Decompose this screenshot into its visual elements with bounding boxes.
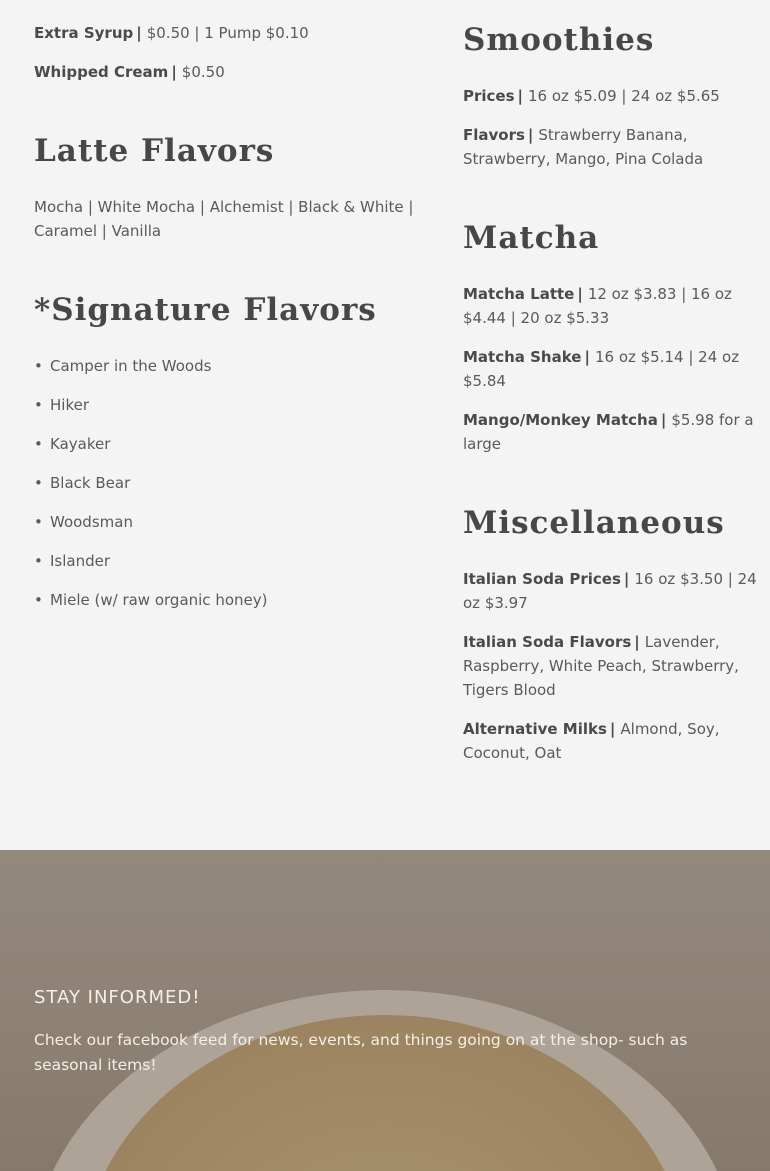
list-item: • Hiker bbox=[34, 396, 89, 414]
whipped-cream-label: Whipped Cream bbox=[34, 63, 169, 81]
signature-item-label: Black Bear bbox=[50, 474, 131, 492]
signature-flavors-title: *Signature Flavors bbox=[34, 292, 377, 328]
list-item: • Miele (w/ raw organic honey) bbox=[34, 591, 268, 609]
whipped-cream-line: Whipped Cream | $0.50 bbox=[34, 63, 225, 81]
smoothie-prices-line: Prices | 16 oz $5.09 | 24 oz $5.65 bbox=[463, 87, 720, 105]
latte-flavors-title: Latte Flavors bbox=[34, 133, 275, 169]
newsletter-footer bbox=[0, 850, 770, 1171]
soda-prices-line2: oz $3.97 bbox=[463, 594, 528, 612]
matcha-shake-line2: $5.84 bbox=[463, 372, 506, 390]
extra-syrup-label: Extra Syrup bbox=[34, 24, 134, 42]
smoothies-title: Smoothies bbox=[463, 22, 655, 58]
signature-item-label: Miele (w/ raw organic honey) bbox=[50, 591, 268, 609]
smoothie-flavors-value: Strawberry Banana, bbox=[538, 126, 688, 144]
matcha-title: Matcha bbox=[463, 220, 600, 256]
alt-milks-label: Alternative Milks bbox=[463, 720, 607, 738]
signature-item-label: Hiker bbox=[50, 396, 89, 414]
signature-item-label: Kayaker bbox=[50, 435, 111, 453]
soda-flavors-label: Italian Soda Flavors bbox=[463, 633, 632, 651]
smoothie-flavors-line2: Strawberry, Mango, Pina Colada bbox=[463, 150, 704, 168]
list-item: • Black Bear bbox=[34, 474, 131, 492]
signature-item-label: Camper in the Woods bbox=[50, 357, 212, 375]
footer-overlay bbox=[0, 850, 770, 1171]
misc-title: Miscellaneous bbox=[463, 505, 725, 541]
soda-flavors-line1: Italian Soda Flavors | Lavender, bbox=[463, 633, 720, 651]
footer-heading: STAY INFORMED! bbox=[34, 987, 201, 1008]
smoothie-prices-label: Prices bbox=[463, 87, 515, 105]
alt-milks-line1: Alternative Milks | Almond, Soy, bbox=[463, 720, 720, 738]
latte-flavors-line1: Mocha | White Mocha | Alchemist | Black & White | bbox=[34, 198, 414, 216]
list-item: • Kayaker bbox=[34, 435, 111, 453]
soda-prices-line1: Italian Soda Prices | 16 oz $3.50 | 24 bbox=[463, 570, 757, 588]
matcha-latte-value: 12 oz $3.83 | 16 oz bbox=[587, 285, 732, 303]
signature-item-label: Islander bbox=[50, 552, 111, 570]
alt-milks-value: Almond, Soy, bbox=[620, 720, 720, 738]
list-item: • Islander bbox=[34, 552, 111, 570]
extra-syrup-line: Extra Syrup | $0.50 | 1 Pump $0.10 bbox=[34, 24, 309, 42]
extra-syrup-value: $0.50 | 1 Pump $0.10 bbox=[146, 24, 309, 42]
list-item: • Camper in the Woods bbox=[34, 357, 212, 375]
matcha-latte-line1: Matcha Latte | 12 oz $3.83 | 16 oz bbox=[463, 285, 732, 303]
smoothie-prices-value: 16 oz $5.09 | 24 oz $5.65 bbox=[528, 87, 720, 105]
soda-flavors-line2: Raspberry, White Peach, Strawberry, bbox=[463, 657, 739, 675]
matcha-shake-label: Matcha Shake bbox=[463, 348, 582, 366]
alt-milks-line2: Coconut, Oat bbox=[463, 744, 562, 762]
matcha-latte-line2: $4.44 | 20 oz $5.33 bbox=[463, 309, 610, 327]
matcha-shake-line1: Matcha Shake | 16 oz $5.14 | 24 oz bbox=[463, 348, 740, 366]
mango-matcha-label: Mango/Monkey Matcha bbox=[463, 411, 658, 429]
soda-flavors-line3: Tigers Blood bbox=[463, 681, 556, 699]
soda-prices-label: Italian Soda Prices bbox=[463, 570, 621, 588]
whipped-cream-value: $0.50 bbox=[181, 63, 225, 81]
matcha-latte-label: Matcha Latte bbox=[463, 285, 575, 303]
signature-item-label: Woodsman bbox=[50, 513, 133, 531]
smoothie-flavors-line1: Flavors | Strawberry Banana, bbox=[463, 126, 688, 144]
soda-prices-value: 16 oz $3.50 | 24 bbox=[634, 570, 757, 588]
soda-flavors-value: Lavender, bbox=[644, 633, 720, 651]
mango-matcha-line2: large bbox=[463, 435, 502, 453]
latte-flavors-line2: Caramel | Vanilla bbox=[34, 222, 162, 240]
matcha-shake-value: 16 oz $5.14 | 24 oz bbox=[594, 348, 740, 366]
footer-text: Check our facebook feed for news, events, and things going on at the shop- such as seasonal items! bbox=[34, 1031, 688, 1074]
smoothie-flavors-label: Flavors bbox=[463, 126, 525, 144]
mango-matcha-line1: Mango/Monkey Matcha | $5.98 for a bbox=[463, 411, 754, 429]
mango-matcha-value: $5.98 for a bbox=[671, 411, 754, 429]
list-item: • Woodsman bbox=[34, 513, 133, 531]
